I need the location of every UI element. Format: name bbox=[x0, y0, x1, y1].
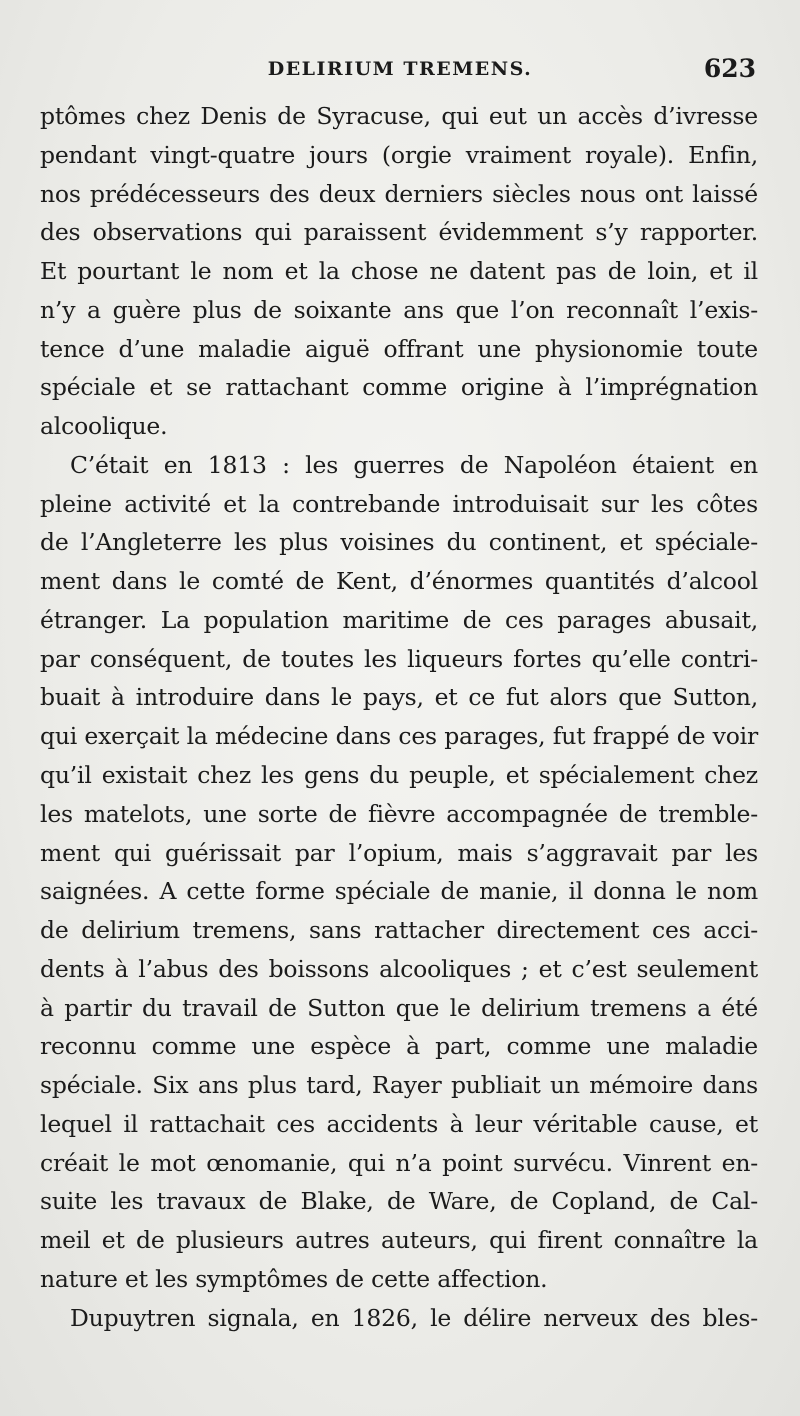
text-line: à partir du travail de Sutton que le delirium tremens a été bbox=[40, 993, 758, 1022]
text-line: buait à introduire dans le pays, et ce fut alors que Sutton, bbox=[40, 683, 758, 712]
page-header bbox=[40, 54, 760, 88]
text-line: de l’Angleterre les plus voisines du continent, et spéciale- bbox=[40, 528, 758, 557]
text-line: créait le mot œnomanie, qui n’a point survécu. Vinrent en- bbox=[40, 1148, 758, 1177]
text-line: saignées. A cette forme spéciale de manie, il donna le nom bbox=[40, 877, 758, 906]
text-line: qu’il existait chez les gens du peuple, et spécialement chez bbox=[40, 761, 758, 790]
text-line: suite les travaux de Blake, de Ware, de Copland, de Cal- bbox=[40, 1187, 758, 1216]
text-line: spéciale. Six ans plus tard, Rayer publiait un mémoire dans bbox=[40, 1071, 758, 1100]
text-line: meil et de plusieurs autres auteurs, qui firent connaître la bbox=[40, 1226, 758, 1255]
text-line: Dupuytren signala, en 1826, le délire nerveux des bles- bbox=[70, 1303, 758, 1332]
body-text bbox=[40, 97, 758, 1338]
text-line: spéciale et se rattachant comme origine à l’imprégnation bbox=[40, 373, 758, 402]
text-line: nature et les symptômes de cette affection. bbox=[40, 1264, 548, 1293]
text-line: reconnu comme une espèce à part, comme une maladie bbox=[40, 1032, 758, 1061]
running-title: DELIRIUM TREMENS. bbox=[267, 58, 533, 80]
text-line: de delirium tremens, sans rattacher directement ces acci- bbox=[40, 916, 758, 945]
text-line: lequel il rattachait ces accidents à leur véritable cause, et bbox=[40, 1109, 758, 1138]
text-line: tence d’une maladie aiguë offrant une physionomie toute bbox=[40, 334, 758, 363]
text-line: ment dans le comté de Kent, d’énormes quantités d’alcool bbox=[40, 567, 758, 596]
text-line: alcoolique. bbox=[40, 412, 168, 441]
text-line: des observations qui paraissent évidemment s’y rapporter. bbox=[40, 218, 758, 247]
text-line: C’était en 1813 : les guerres de Napoléon étaient en bbox=[70, 450, 758, 479]
text-line: étranger. La population maritime de ces parages abusait, bbox=[40, 605, 758, 634]
text-line: n’y a guère plus de soixante ans que l’on reconnaît l’exis- bbox=[40, 295, 758, 324]
text-line: pendant vingt-quatre jours (orgie vraiment royale). Enfin, bbox=[40, 140, 758, 169]
text-line: pleine activité et la contrebande introduisait sur les côtes bbox=[40, 489, 758, 518]
text-line: dents à l’abus des boissons alcooliques ; et c’est seulement bbox=[40, 954, 758, 983]
page-number: 623 bbox=[703, 54, 756, 83]
text-line: Et pourtant le nom et la chose ne datent pas de loin, et il bbox=[40, 257, 758, 286]
text-line: ment qui guérissait par l’opium, mais s’aggravait par les bbox=[40, 838, 758, 867]
text-line: par conséquent, de toutes les liqueurs fortes qu’elle contri- bbox=[40, 644, 758, 673]
text-line: les matelots, une sorte de fièvre accompagnée de tremble- bbox=[40, 799, 758, 828]
text-line: nos prédécesseurs des deux derniers siècles nous ont laissé bbox=[40, 179, 758, 208]
text-line: qui exerçait la médecine dans ces parages, fut frappé de voir bbox=[40, 722, 758, 751]
text-line: ptômes chez Denis de Syracuse, qui eut un accès d’ivresse bbox=[40, 102, 758, 130]
